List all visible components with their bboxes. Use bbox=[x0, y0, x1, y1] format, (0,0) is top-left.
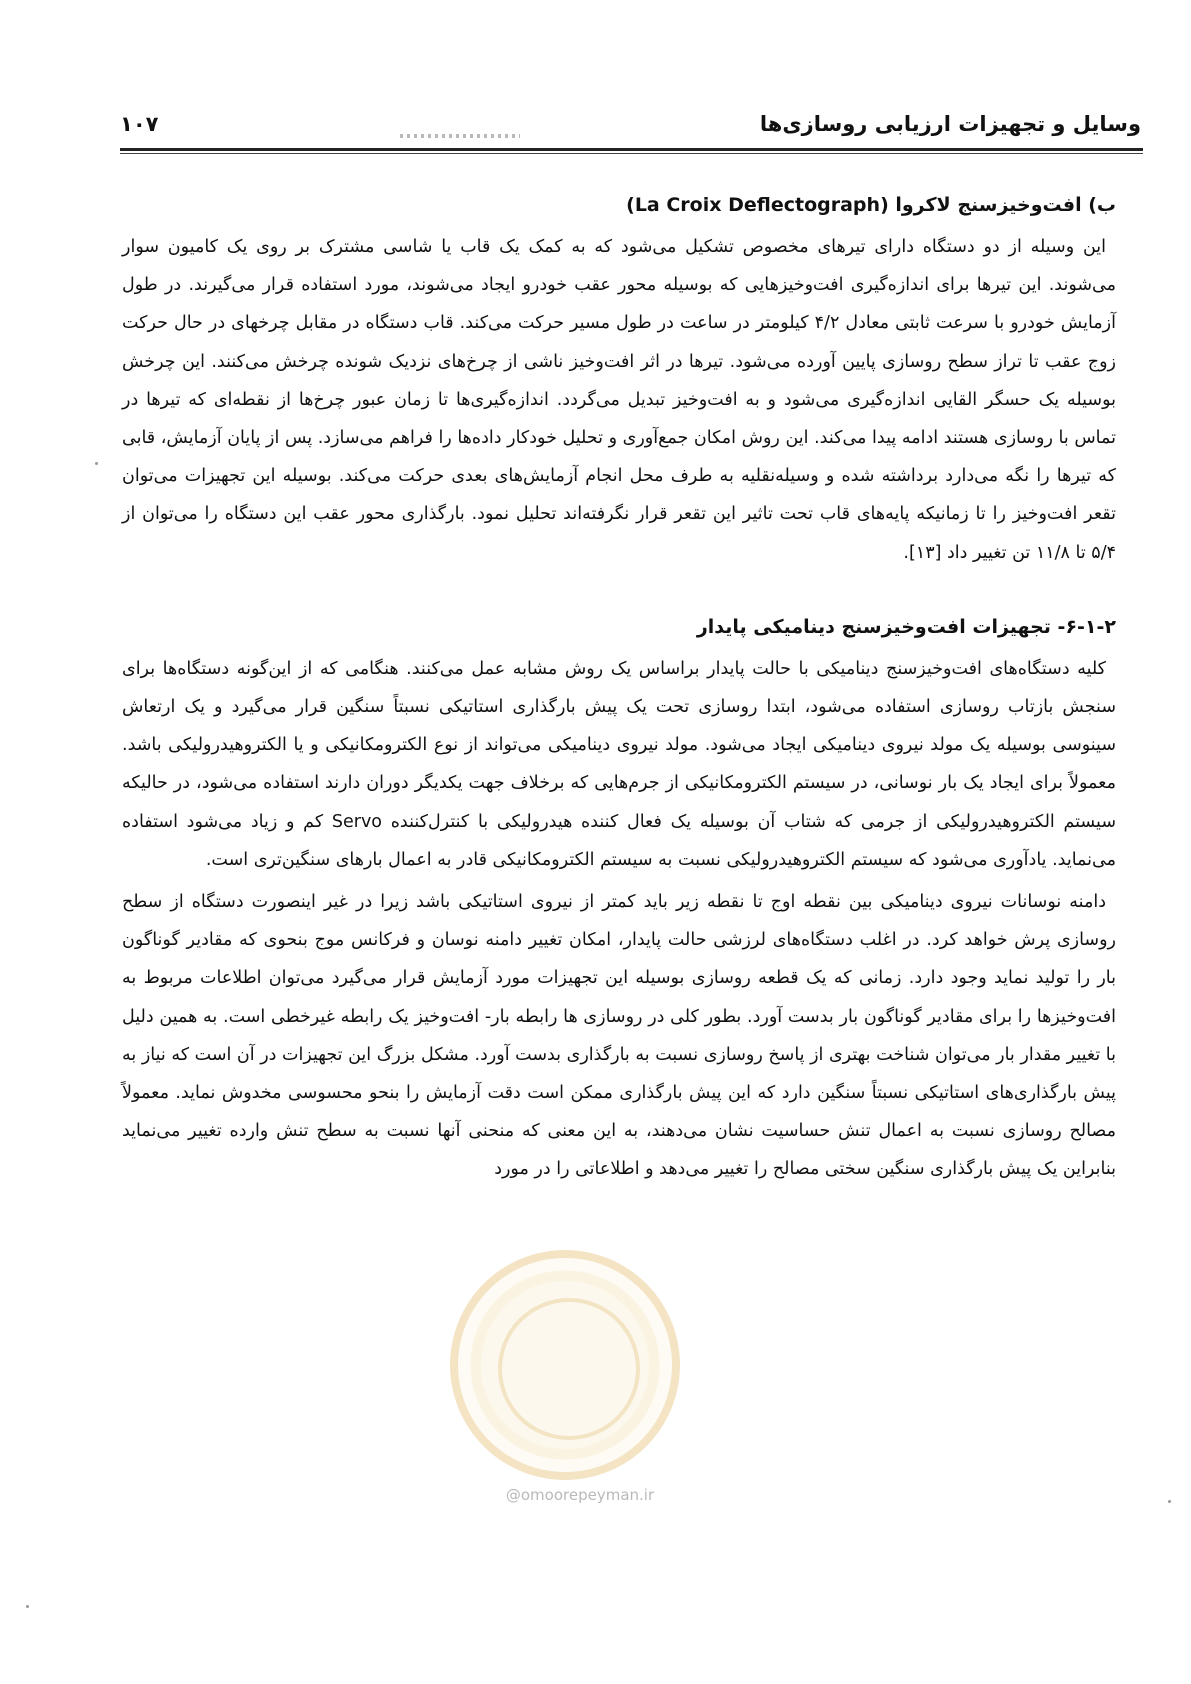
header-rule bbox=[120, 148, 1143, 151]
scan-speck bbox=[1168, 1500, 1171, 1503]
scan-speck bbox=[95, 462, 98, 465]
header-title: وسایل و تجهیزات ارزیابی روسازی‌ها bbox=[759, 112, 1141, 136]
scan-artifact bbox=[400, 134, 520, 138]
watermark-seal-icon bbox=[450, 1250, 680, 1480]
section-heading-lacroix: ب) افت‌وخیزسنج لاکروا (La Croix Deflectograph) bbox=[626, 194, 1116, 216]
page-body bbox=[122, 190, 1116, 1189]
running-header bbox=[120, 108, 1141, 148]
header-rule-thin bbox=[120, 153, 1143, 154]
scan-speck bbox=[26, 1605, 29, 1608]
paragraph: این وسیله از دو دستگاه دارای تیرهای مخصوص تشکیل می‌شود که به کمک یک قاب یا شاسی مشترک بر روی یک کامیون سوار می‌شوند. این تیرها برای اندازه‌گیری افت‌وخیزهایی که بوسیله محور عقب خودرو ایجاد می‌شوند، مورد استفاده قرار می‌گیرند. در طول آزمایش خودرو با سرعت ثابتی معادل ۴/۲ کیلومتر در ساعت در طول مسیر حرکت می‌کند. قاب دستگاه در مقابل چرخهای در حال حرکت زوج عقب تا تراز سطح روسازی پایین آورده می‌شود. تیرها در اثر افت‌وخیز ناشی از چرخ‌های نزدیک شونده چرخش می‌کنند. این چرخش بوسیله یک حسگر القایی اندازه‌گیری می‌شود و به افت‌وخیز تبدیل می‌گردد. اندازه‌گیری‌ها تا زمان عبور چرخ‌ها از نقطه‌ای که تیرها در تماس با روسازی هستند ادامه پیدا می‌کند. این روش امکان جمع‌آوری و تحلیل خودکار داده‌ها را فراهم می‌سازد. پس از پایان آزمایش، قابی که تیرها را نگه می‌دارد برداشته شده و وسیله‌نقلیه به طرف محل انجام آزمایش‌های بعدی حرکت می‌کند. بوسیله این تجهیزات می‌توان تقعر افت‌وخیز را تا زمانیکه پایه‌های قاب تحت تاثیر این تقعر قرار نگرفته‌اند تحلیل نمود. بارگذاری محور عقب این دستگاه را می‌توان از ۵/۴ تا ۱۱/۸ تن تغییر داد [۱۳]. bbox=[122, 237, 1116, 563]
paragraph: کلیه دستگاه‌های افت‌وخیزسنج دینامیکی با حالت پایدار براساس یک روش مشابه عمل می‌کنند. هنگامی که از این‌گونه دستگاه‌ها برای سنجش بازتاب روسازی استفاده می‌شود، ابتدا روسازی تحت یک پیش بارگذاری استاتیکی نسبتاً سنگین قرار می‌گیرد و یک ارتعاش سینوسی بوسیله یک مولد نیروی دینامیکی ایجاد می‌شود. مولد نیروی دینامیکی می‌تواند از نوع الکترومکانیکی و یا الکتروهیدرولیکی باشد. معمولاً برای ایجاد یک بار نوسانی، در سیستم الکترومکانیکی از جرم‌هایی که برخلاف جهت یکدیگر دوران دارند استفاده می‌شود، در حالیکه سیستم الکتروهیدرولیکی از جرمی که شتاب آن بوسیله یک فعال کننده هیدرولیکی با کنترل‌کننده Servo کم و زیاد می‌شود استفاده می‌نماید. یادآوری می‌شود که سیستم الکتروهیدرولیکی نسبت به سیستم الکترومکانیکی قادر به اعمال بارهای سنگین‌تری است. bbox=[122, 658, 1116, 870]
paragraph: دامنه نوسانات نیروی دینامیکی بین نقطه اوج تا نقطه زیر باید کمتر از نیروی استاتیکی باشد زیرا در غیر اینصورت دستگاه از سطح روسازی پرش خواهد کرد. در اغلب دستگاه‌های لرزشی حالت پایدار، امکان تغییر دامنه نوسان و فرکانس موج بنحوی که مقادیر گوناگون بار را تولید نماید وجود دارد. زمانی که یک قطعه روسازی بوسیله این تجهیزات مورد آزمایش قرار می‌گیرد می‌توان اطلاعات مربوط به افت‌وخیزها را برای مقادیر گوناگون بار بدست آورد. بطور کلی در روسازی ها رابطه بار- افت‌وخیز یک رابطه غیرخطی است. به همین دلیل با تغییر مقدار بار می‌توان شناخت بهتری از پاسخ روسازی نسبت به بارگذاری بدست آورد. مشکل بزرگ این تجهیزات در آن است که نیاز به پیش بارگذاری‌های استاتیکی نسبتاً سنگین دارد که این پیش بارگذاری ممکن است دقت آزمایش را بنحو محسوسی مخدوش نماید. معمولاً مصالح روسازی نسبت به اعمال تنش حساسیت نشان می‌دهند، به این معنی که منحنی آنها نسبت به سطح تنش وارده تغییر می‌نماید بنابراین یک پیش بارگذاری سنگین سختی مصالح را تغییر می‌دهد و اطلاعاتی را در مورد bbox=[122, 892, 1116, 1180]
watermark-url: @omoorepeyman.ir bbox=[505, 1486, 655, 1504]
section-heading-steady-state: ۶-۱-۲- تجهیزات افت‌وخیزسنج دینامیکی پایدار bbox=[696, 615, 1116, 638]
page-number: ۱۰۷ bbox=[120, 112, 159, 136]
